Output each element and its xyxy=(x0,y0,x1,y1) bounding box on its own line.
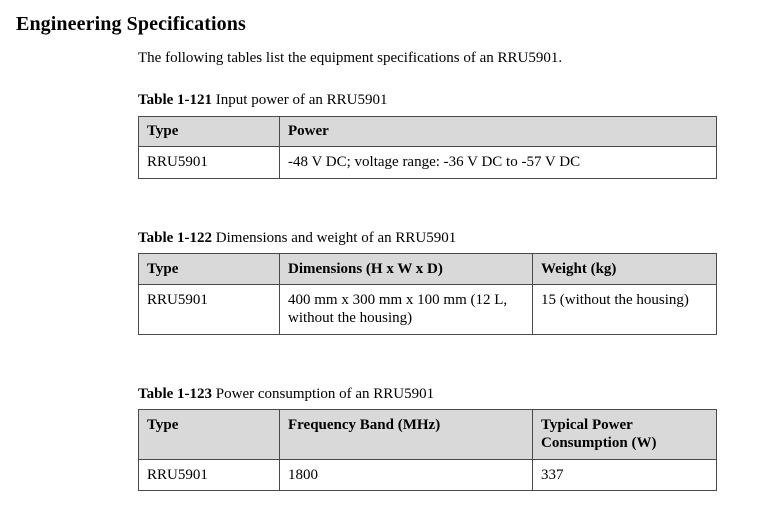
intro-paragraph: The following tables list the equipment specifications of an RRU5901. xyxy=(138,50,563,66)
table-row xyxy=(139,147,717,179)
table-caption-number: Table 1-122 xyxy=(138,230,213,246)
table-caption-text: Input power of an RRU5901 xyxy=(212,92,388,108)
power-consumption-table xyxy=(138,409,717,491)
table-header-row xyxy=(139,254,717,285)
table-caption-text: Dimensions and weight of an RRU5901 xyxy=(212,230,457,246)
table-cell: 1800 xyxy=(280,460,533,491)
table-cell: RRU5901 xyxy=(139,147,280,179)
table-cell: 15 (without the housing) xyxy=(533,285,717,335)
column-header: Type xyxy=(139,410,280,460)
dimensions-weight-table xyxy=(138,253,717,335)
column-header: Power xyxy=(280,117,717,147)
table-caption-number: Table 1-121 xyxy=(138,92,213,108)
table-row xyxy=(139,285,717,335)
table-header-row xyxy=(139,117,717,147)
table-caption-text: Power consumption of an RRU5901 xyxy=(212,386,435,402)
column-header: Dimensions (H x W x D) xyxy=(280,254,533,285)
table-cell: 337 xyxy=(533,460,717,491)
table-header-row xyxy=(139,410,717,460)
table-row xyxy=(139,460,717,491)
table-cell: -48 V DC; voltage range: -36 V DC to -57 V DC xyxy=(280,147,717,179)
page-title: Engineering Specifications xyxy=(16,13,246,35)
table-caption-2 xyxy=(138,230,456,247)
table-caption-1 xyxy=(138,92,387,109)
input-power-table xyxy=(138,116,717,179)
column-header: Weight (kg) xyxy=(533,254,717,285)
table-caption-3 xyxy=(138,386,434,403)
column-header: Typical Power Consumption (W) xyxy=(533,410,717,460)
table-cell: RRU5901 xyxy=(139,285,280,335)
column-header: Frequency Band (MHz) xyxy=(280,410,533,460)
table-cell: RRU5901 xyxy=(139,460,280,491)
column-header: Type xyxy=(139,117,280,147)
column-header: Type xyxy=(139,254,280,285)
table-cell: 400 mm x 300 mm x 100 mm (12 L, without the housing) xyxy=(280,285,533,335)
table-caption-number: Table 1-123 xyxy=(138,386,213,402)
